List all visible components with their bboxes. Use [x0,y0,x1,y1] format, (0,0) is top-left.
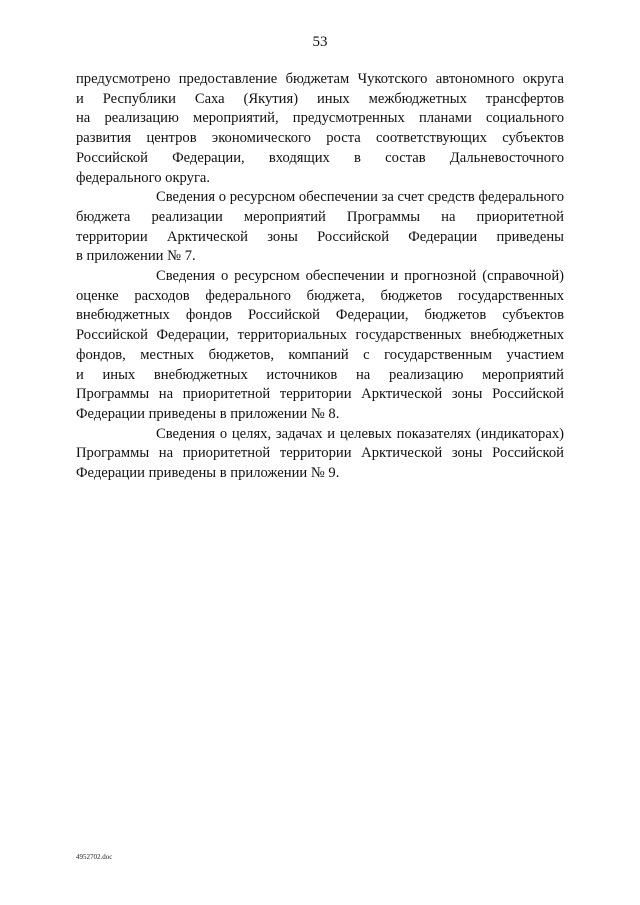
text-line: на реализацию мероприятий, предусмотренных планами социального [76,110,564,127]
text-line: Программы на приоритетной территории Арктической зоны Российской [76,445,564,462]
text-line: в приложении № 7. [76,248,196,265]
text-line: Сведения о ресурсном обеспечении за счет средств федерального [156,189,564,206]
text-line: оценке расходов федерального бюджета, бюджетов государственных [76,287,564,304]
paragraph-3 [76,267,564,425]
text-line: Сведения о целях, задачах и целевых показателях (индикаторах) [156,425,564,442]
text-line: Российской Федерации, территориальных государственных внебюджетных [76,327,564,344]
page-number: 53 [312,34,328,50]
text-line: Сведения о ресурсном обеспечении и прогнозной (справочной) [156,268,564,285]
body-text [76,70,564,484]
text-line: развития центров экономического роста соответствующих субъектов [76,130,564,147]
text-line: территории Арктической зоны Российской Федерации приведены [76,228,564,245]
text-line: и иных внебюджетных источников на реализацию мероприятий [76,366,564,383]
text-line: Федерации приведены в приложении № 8. [76,405,340,422]
text-line: предусмотрено предоставление бюджетам Чукотского автономного округа [76,71,564,87]
paragraph-4 [76,425,564,484]
text-line: фондов, местных бюджетов, компаний с государственным участием [76,346,564,363]
paragraph-1 [76,70,564,188]
text-line: бюджета реализации мероприятий Программы на приоритетной [76,208,564,225]
text-line: федерального округа. [76,169,211,186]
text-line: и Республики Саха (Якутия) иных межбюджетных трансфертов [76,90,564,107]
text-line: внебюджетных фондов Российской Федерации, бюджетов субъектов [76,307,564,324]
file-name-footer: 4952702.doc [76,853,113,861]
text-line: Российской Федерации, входящих в состав Дальневосточного [76,149,564,166]
text-line: Программы на приоритетной территории Арктической зоны Российской [76,386,564,403]
paragraph-2 [76,188,564,267]
text-line: Федерации приведены в приложении № 9. [76,465,340,482]
